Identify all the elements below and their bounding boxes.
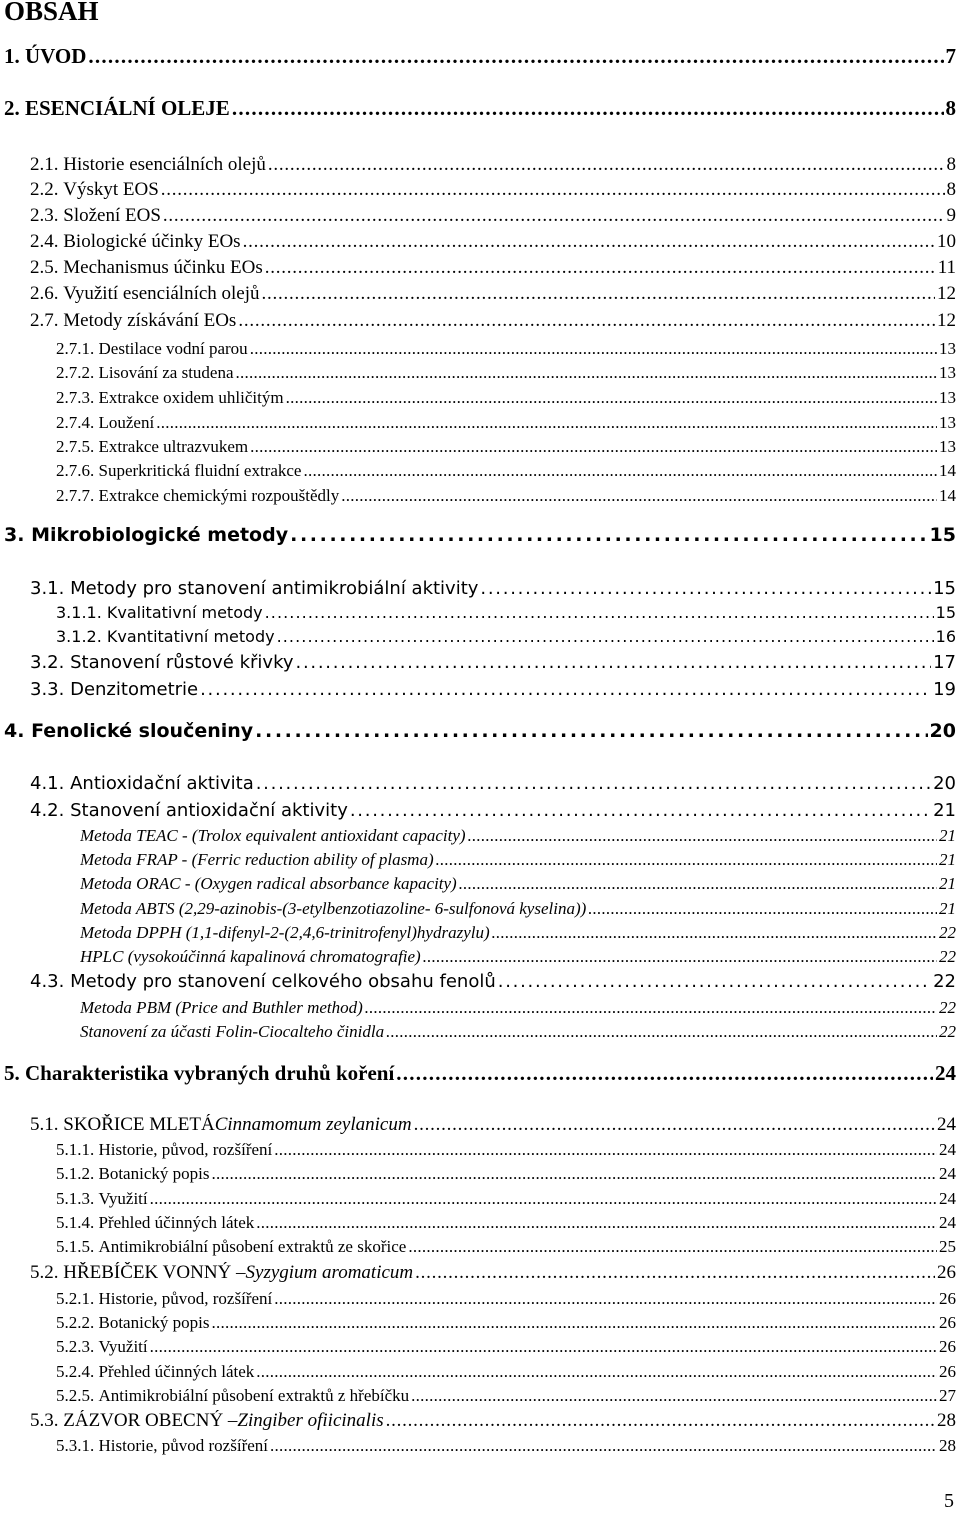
toc-entry-4-3[interactable]: 4.3. Metody pro stanovení celkového obsahu fenolů . . . 22	[30, 971, 956, 992]
toc-entry-2-5[interactable]: 2.5. Mechanismus účinku EOs . . . 11	[30, 257, 956, 279]
page-number: 5	[944, 1490, 954, 1512]
toc-entry-2-7-2[interactable]: 2.7.2. Lisování za studena . . . 13	[56, 363, 956, 383]
toc-entry-hplc[interactable]: HPLC (vysokoúčinná kapalinová chromatografie) . . . 22	[80, 947, 956, 967]
toc-entry-2-2[interactable]: 2.2. Výskyt EOS . . . 8	[30, 179, 956, 201]
toc-entry-5-3[interactable]: 5.3. ZÁZVOR OBECNÝ – Zingiber ofiicinalis . . . 28	[30, 1410, 956, 1432]
toc-entry-5-2-1[interactable]: 5.2.1. Historie, původ, rozšíření . . . 26	[56, 1289, 956, 1309]
toc-entry-5-1[interactable]: 5.1. SKOŘICE MLETÁ Cinnamomum zeylanicum . . . 24	[30, 1114, 956, 1136]
toc-entry-3-1[interactable]: 3.1. Metody pro stanovení antimikrobiální aktivity . . . 15	[30, 578, 956, 599]
toc-entry-4-2[interactable]: 4.2. Stanovení antioxidační aktivity . . . 21	[30, 800, 956, 821]
toc-entry-3-1-1[interactable]: 3.1.1. Kvalitativní metody . . . 15	[56, 603, 956, 622]
toc-entry-5-2-2[interactable]: 5.2.2. Botanický popis . . . 26	[56, 1313, 956, 1333]
toc-entry-2-7-4[interactable]: 2.7.4. Loužení . . . 13	[56, 413, 956, 433]
toc-entry-3-3[interactable]: 3.3. Denzitometrie . . . 19	[30, 679, 956, 700]
toc-entry-2-7-3[interactable]: 2.7.3. Extrakce oxidem uhličitým . . . 13	[56, 388, 956, 408]
toc-entry-abts[interactable]: Metoda ABTS (2,29-azinobis-(3-etylbenzotiazoline- 6-sulfonová kyselina)) . . . 21	[80, 899, 956, 919]
toc-entry-pbm[interactable]: Metoda PBM (Price and Buthler method) . . . 22	[80, 998, 956, 1018]
toc-entry-orac[interactable]: Metoda ORAC - (Oxygen radical absorbance kapacity) . . . 21	[80, 874, 956, 894]
toc-entry-2[interactable]: 2. ESENCIÁLNÍ OLEJE . . . 8	[4, 96, 956, 121]
toc-entry-3-1-2[interactable]: 3.1.2. Kvantitativní metody . . . 16	[56, 627, 956, 646]
page-title: OBSAH	[4, 0, 99, 26]
toc-entry-5-1-3[interactable]: 5.1.3. Využití . . . 24	[56, 1189, 956, 1209]
toc-entry-frap[interactable]: Metoda FRAP - (Ferric reduction ability of plasma) . . . 21	[80, 850, 956, 870]
toc-entry-5-2[interactable]: 5.2. HŘEBÍČEK VONNÝ – Syzygium aromaticum . . . 26	[30, 1262, 956, 1284]
toc-entry-5-2-4[interactable]: 5.2.4. Přehled účinných látek . . . 26	[56, 1362, 956, 1382]
toc-entry-2-7[interactable]: 2.7. Metody získávání EOs . . . 12	[30, 310, 956, 332]
toc-entry-5-3-1[interactable]: 5.3.1. Historie, původ rozšíření . . . 28	[56, 1436, 956, 1456]
toc-entry-1[interactable]: 1. ÚVOD . . . 7	[4, 44, 956, 69]
toc-entry-5-1-5[interactable]: 5.1.5. Antimikrobiální působení extraktů ze skořice . . . 25	[56, 1237, 956, 1257]
toc-entry-2-1[interactable]: 2.1. Historie esenciálních olejů . . . 8	[30, 154, 956, 176]
toc-entry-3-2[interactable]: 3.2. Stanovení růstové křivky . . . 17	[30, 652, 956, 673]
toc-entry-teac[interactable]: Metoda TEAC - (Trolox equivalent antioxidant capacity) . . . 21	[80, 826, 956, 846]
toc-entry-dpph[interactable]: Metoda DPPH (1,1-difenyl-2-(2,4,6-trinitrofenyl)hydrazylu) . . . 22	[80, 923, 956, 943]
toc-entry-2-7-6[interactable]: 2.7.6. Superkritická fluidní extrakce . . . 14	[56, 461, 956, 481]
toc-entry-5-1-2[interactable]: 5.1.2. Botanický popis . . . 24	[56, 1164, 956, 1184]
toc-entry-2-7-1[interactable]: 2.7.1. Destilace vodní parou . . . 13	[56, 339, 956, 359]
toc-entry-4-1[interactable]: 4.1. Antioxidační aktivita . . . 20	[30, 773, 956, 794]
toc-entry-3[interactable]: 3. Mikrobiologické metody . . . 15	[4, 524, 956, 546]
toc-entry-2-6[interactable]: 2.6. Využití esenciálních olejů . . . 12	[30, 283, 956, 305]
toc-entry-2-3[interactable]: 2.3. Složení EOS . . . 9	[30, 205, 956, 227]
toc-entry-5-1-1[interactable]: 5.1.1. Historie, původ, rozšíření . . . 24	[56, 1140, 956, 1160]
toc-entry-5[interactable]: 5. Charakteristika vybraných druhů koření . . . 24	[4, 1061, 956, 1086]
toc-entry-5-2-3[interactable]: 5.2.3. Využití . . . 26	[56, 1337, 956, 1357]
toc-entry-2-7-7[interactable]: 2.7.7. Extrakce chemickými rozpouštědly . . . 14	[56, 486, 956, 506]
toc-entry-5-1-4[interactable]: 5.1.4. Přehled účinných látek . . . 24	[56, 1213, 956, 1233]
toc-entry-5-2-5[interactable]: 5.2.5. Antimikrobiální působení extraktů z hřebíčku . . . 27	[56, 1386, 956, 1406]
toc-entry-2-7-5[interactable]: 2.7.5. Extrakce ultrazvukem . . . 13	[56, 437, 956, 457]
toc-entry-folin[interactable]: Stanovení za účasti Folin-Ciocalteho činidla . . . 22	[80, 1022, 956, 1042]
toc-entry-4[interactable]: 4. Fenolické sloučeniny . . . 20	[4, 720, 956, 742]
toc-entry-2-4[interactable]: 2.4. Biologické účinky EOs . . . 10	[30, 231, 956, 253]
